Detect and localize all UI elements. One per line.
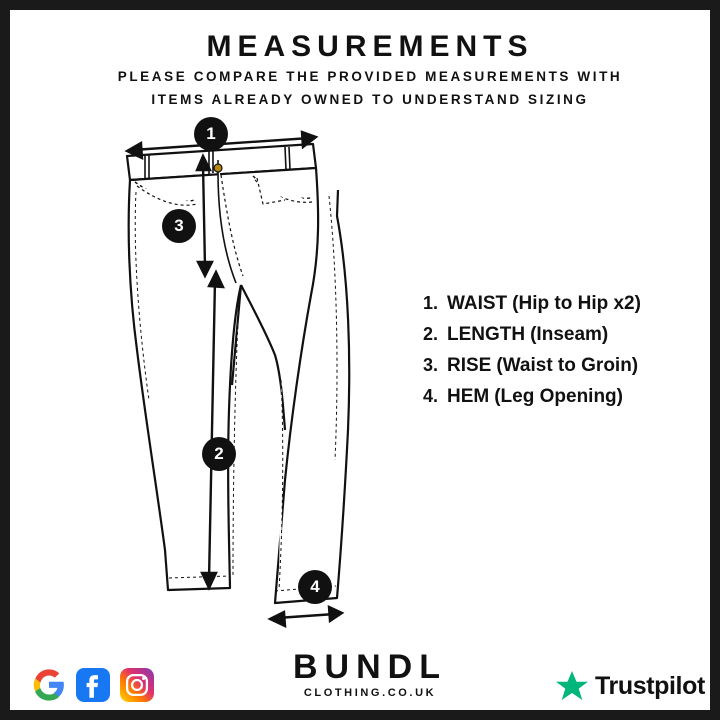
- subtitle-line-2: ITEMS ALREADY OWNED TO UNDERSTAND SIZING: [151, 92, 589, 107]
- jeans-diagram: [105, 120, 425, 630]
- google-icon[interactable]: [32, 668, 66, 702]
- trustpilot-label: Trustpilot: [595, 671, 705, 700]
- legend-item-length: [410, 324, 710, 346]
- marker-4-hem: 4: [298, 570, 332, 604]
- legend-description: (Hip to Hip x2): [512, 293, 641, 314]
- marker-3-rise: 3: [162, 209, 196, 243]
- legend-key: RISE: [447, 355, 492, 376]
- legend-number: 3.: [422, 355, 438, 375]
- facebook-icon[interactable]: [76, 668, 110, 702]
- legend-description: (Waist to Groin): [496, 355, 639, 376]
- marker-1-waist: 1: [194, 117, 228, 151]
- brand-name: BUNDL: [293, 648, 447, 686]
- legend-key: LENGTH: [447, 324, 526, 345]
- legend-key: WAIST: [447, 293, 508, 314]
- brand-logo: [270, 650, 470, 699]
- legend-description: (Inseam): [530, 324, 609, 345]
- legend-number: 1.: [422, 293, 438, 313]
- legend-number: 4.: [422, 386, 438, 406]
- legend-item-rise: [410, 355, 710, 377]
- marker-2-length: 2: [202, 437, 236, 471]
- brand-domain: CLOTHING.CO.UK: [303, 687, 437, 699]
- subtitle-line-1: PLEASE COMPARE THE PROVIDED MEASUREMENTS WITH: [117, 69, 623, 84]
- legend-item-hem: [410, 386, 710, 408]
- social-links: [32, 668, 154, 702]
- page-subtitle: [60, 65, 680, 111]
- trustpilot-badge[interactable]: [555, 670, 705, 702]
- page-title: MEASUREMENTS: [206, 30, 534, 63]
- legend-description: (Leg Opening): [494, 386, 623, 407]
- instagram-icon[interactable]: [120, 668, 154, 702]
- legend-item-waist: [410, 293, 710, 315]
- legend-number: 2.: [422, 324, 438, 344]
- measurements-legend: [410, 293, 710, 417]
- trustpilot-star-icon: [555, 670, 589, 702]
- legend-key: HEM: [447, 386, 490, 407]
